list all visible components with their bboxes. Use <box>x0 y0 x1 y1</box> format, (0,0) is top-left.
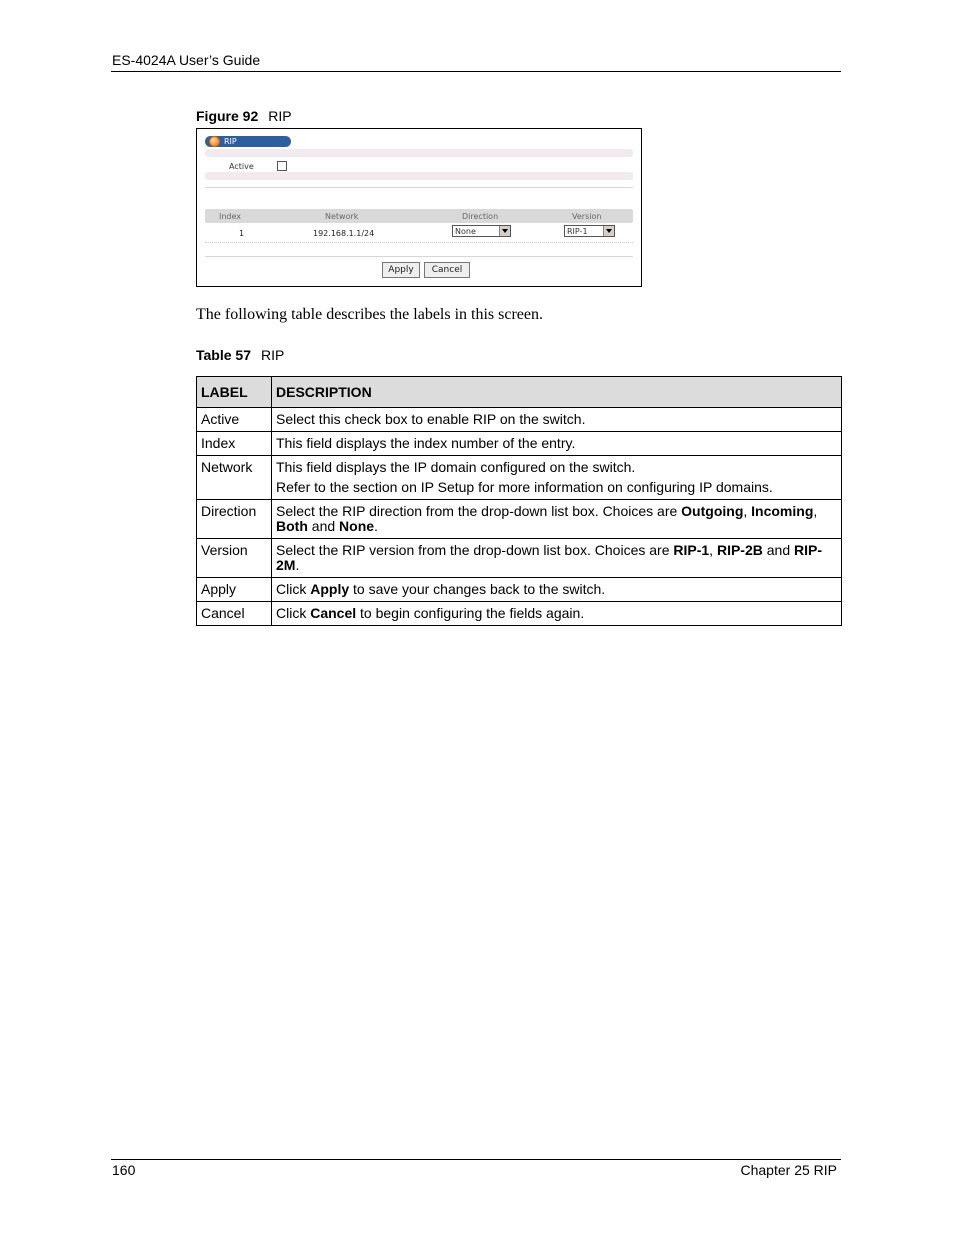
row-description: Select the RIP version from the drop-down list box. Choices are RIP-1, RIP-2B and RIP-2M. <box>272 539 842 578</box>
header-rule <box>111 71 841 72</box>
direction-select[interactable] <box>452 225 511 237</box>
header-description: DESCRIPTION <box>272 377 842 408</box>
active-row-bar <box>205 172 633 180</box>
active-label: Active <box>229 162 254 171</box>
apply-button[interactable]: Apply <box>382 262 420 278</box>
table-header <box>197 377 842 408</box>
row-label: Active <box>197 408 272 432</box>
row-label: Direction <box>197 500 272 539</box>
direction-value: None <box>455 227 476 236</box>
version-value: RIP-1 <box>567 227 588 236</box>
rip-screen-title: RIP <box>224 137 237 146</box>
table-caption <box>196 347 284 363</box>
label-description-table <box>196 376 842 626</box>
col-network: Network <box>325 212 359 221</box>
table-header-row <box>205 209 633 223</box>
table-row <box>197 578 842 602</box>
divider <box>205 256 633 257</box>
table-row <box>197 500 842 539</box>
row-label: Network <box>197 456 272 500</box>
rip-orb-icon <box>209 136 220 147</box>
chapter-title: Chapter 25 RIP <box>740 1162 837 1178</box>
row-description: Select this check box to enable RIP on the switch. <box>272 408 842 432</box>
active-checkbox[interactable] <box>277 161 287 171</box>
row-label: Index <box>197 432 272 456</box>
table-caption-title: RIP <box>261 347 285 363</box>
chevron-down-icon <box>603 226 614 236</box>
row-network: 192.168.1.1/24 <box>313 229 375 238</box>
title-underline <box>205 149 633 157</box>
header-label: LABEL <box>197 377 272 408</box>
figure-caption-label: Figure 92 <box>196 108 259 124</box>
row-index: 1 <box>239 229 245 238</box>
page-header-title: ES-4024A User’s Guide <box>112 52 261 68</box>
row-label: Version <box>197 539 272 578</box>
cancel-button[interactable]: Cancel <box>424 262 470 278</box>
row-label: Cancel <box>197 602 272 626</box>
rip-screenshot <box>196 128 642 287</box>
row-description: Select the RIP direction from the drop-down list box. Choices are Outgoing, Incoming, Both and None. <box>272 500 842 539</box>
page-number: 160 <box>112 1162 136 1178</box>
chevron-down-icon <box>499 226 510 236</box>
table-row <box>197 408 842 432</box>
figure-caption <box>196 108 292 124</box>
row-description: This field displays the index number of the entry. <box>272 432 842 456</box>
table-row <box>197 539 842 578</box>
col-version: Version <box>572 212 602 221</box>
table-caption-label: Table 57 <box>196 347 251 363</box>
version-select[interactable] <box>564 225 615 237</box>
row-divider <box>205 242 633 243</box>
row-description: Click Cancel to begin configuring the fields again. <box>272 602 842 626</box>
footer-rule <box>111 1159 841 1160</box>
intro-paragraph: The following table describes the labels in this screen. <box>196 306 544 323</box>
table-row <box>197 456 842 500</box>
col-direction: Direction <box>462 212 499 221</box>
row-label: Apply <box>197 578 272 602</box>
row-description: This field displays the IP domain configured on the switch. Refer to the section on IP Setup for more information on configuring IP domains. <box>272 456 842 500</box>
figure-caption-title: RIP <box>268 108 292 124</box>
table-row <box>197 602 842 626</box>
divider <box>205 187 633 188</box>
row-description: Click Apply to save your changes back to the switch. <box>272 578 842 602</box>
table-row <box>197 432 842 456</box>
col-index: Index <box>219 212 242 221</box>
